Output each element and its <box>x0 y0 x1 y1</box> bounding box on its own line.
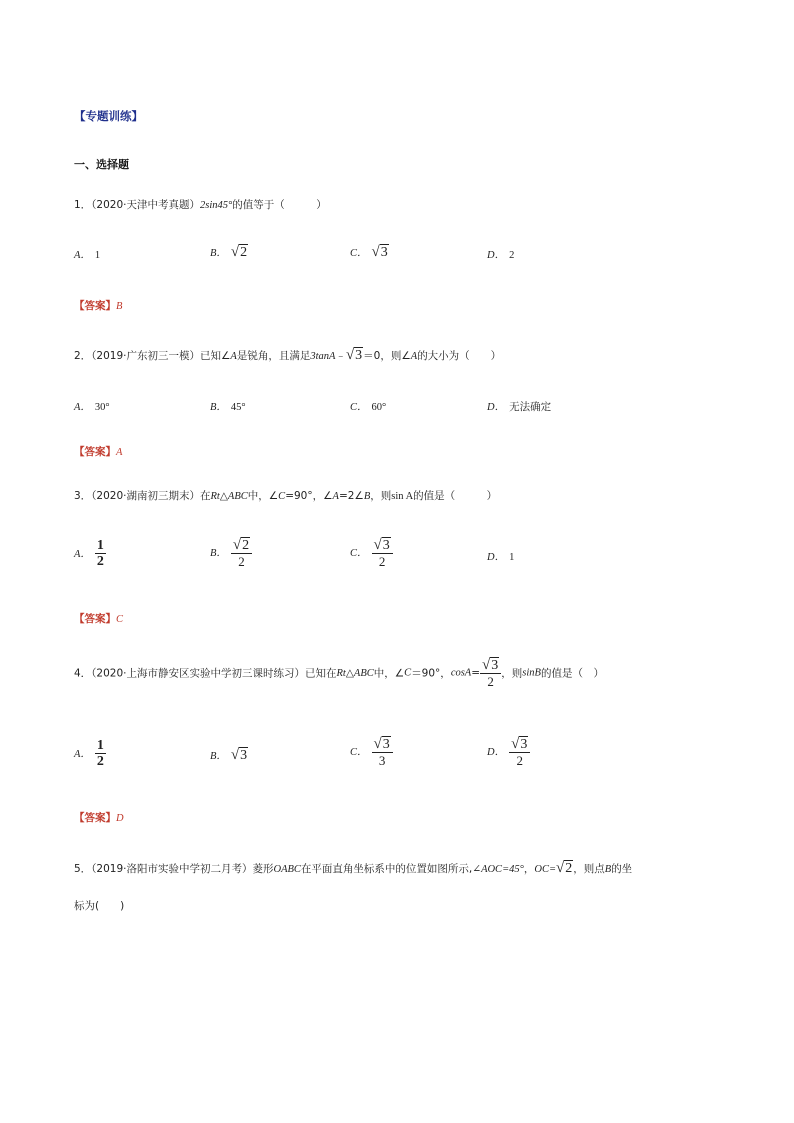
q3-a: A <box>332 491 339 502</box>
q2-option-d-value: 无法确定 <box>509 401 552 413</box>
q4-option-b <box>210 748 248 763</box>
q4-option-c <box>350 736 393 768</box>
option-letter: A． <box>74 748 91 760</box>
q3-option-a <box>74 538 106 569</box>
q2-minus: ﹣ <box>335 350 346 362</box>
option-letter: B． <box>210 548 227 559</box>
q2-var-b: A <box>410 351 418 362</box>
q4-text-e: 的值是（ ） <box>540 667 604 680</box>
q3-sin: sin A <box>391 491 414 502</box>
q5-sqrt: √2 <box>556 860 573 876</box>
q3-option-b-denominator: 2 <box>238 554 245 569</box>
q3-option-a-fraction <box>95 538 106 569</box>
q4-text-b: 中，∠ <box>373 667 405 680</box>
q4-option-d <box>487 736 530 768</box>
q3-option-c-fraction: $\frac{√3}{2}$ <box>372 537 393 569</box>
q1-option-c <box>350 245 389 260</box>
question-2 <box>74 348 501 363</box>
q5-oc: OC= <box>534 864 557 875</box>
q2-text-b: 是锐角，且满足 <box>236 350 311 362</box>
q1-expr: 2sin45° <box>200 200 233 211</box>
option-letter: C． <box>350 548 368 559</box>
answer-label: 【答案】 <box>74 446 116 458</box>
q4-sinb: sinB <box>522 667 541 679</box>
q4-text-d: ，则 <box>501 667 523 680</box>
q3-option-a-numerator: 1 <box>96 538 104 553</box>
q1-option-b <box>210 245 248 260</box>
q2-answer <box>74 444 122 459</box>
q4-option-d-radicand: 3 <box>520 737 528 752</box>
q2-text-a: 已知∠ <box>200 350 231 362</box>
q2-eq: ＝0，则∠ <box>363 350 411 362</box>
q2-label: 2． <box>74 350 92 362</box>
q1-option-b-radicand: 2 <box>240 245 248 260</box>
option-letter: D． <box>487 552 506 563</box>
q3-b: B <box>363 491 371 502</box>
option-letter: A． <box>74 548 91 560</box>
q2-option-b <box>210 399 246 414</box>
q3-c: C <box>278 491 286 502</box>
q1-option-b-sqrt: √2 <box>230 244 248 260</box>
q4-answer-value: D <box>116 813 124 824</box>
q5-text-d: ，则点 <box>573 863 605 875</box>
q4-option-a-fraction <box>95 738 106 769</box>
option-letter: D． <box>487 250 506 261</box>
q4-cos: cosA <box>450 667 472 679</box>
answer-label: 【答案】 <box>74 613 116 625</box>
q4-radicand: 3 <box>491 658 499 673</box>
q3-option-b-radicand: 2 <box>242 538 250 553</box>
q1-option-a <box>74 247 100 262</box>
option-letter: A． <box>74 250 91 261</box>
question-3 <box>74 488 497 503</box>
q4-option-b-radicand: 3 <box>240 748 248 763</box>
q3-answer <box>74 611 123 626</box>
q1-text: 的值等于（ ） <box>232 199 327 211</box>
q2-sqrt: √3 <box>345 347 363 363</box>
question-4 <box>74 657 604 689</box>
section-title: 【专题训练】 <box>74 109 143 123</box>
q1-answer-value: B <box>116 301 123 312</box>
q2-answer-value: A <box>116 447 123 458</box>
q2-var-a: A <box>230 351 237 362</box>
q5-oabc: OABC <box>273 864 301 875</box>
option-letter: C． <box>350 402 368 413</box>
q2-option-b-value: 45° <box>230 402 246 413</box>
q4-denominator: 2 <box>487 674 494 689</box>
q3-text-b: 中，∠ <box>247 490 279 502</box>
option-letter: B． <box>210 402 227 413</box>
q4-text-c: ＝90°， <box>411 667 451 680</box>
q5-text-b: 在平面直角坐标系中的位置如图所示, <box>300 863 473 875</box>
q3-triangle: Rt△ABC <box>210 491 248 502</box>
question-1 <box>74 197 327 212</box>
q1-option-d-value: 2 <box>509 250 515 261</box>
q5-label: 5． <box>74 863 92 875</box>
q4-c: C <box>404 667 412 679</box>
q2-source: （2019·广东初三一模） <box>91 350 200 362</box>
q2-option-d <box>487 399 551 414</box>
option-letter: C． <box>350 747 368 758</box>
q4-option-d-denominator: 2 <box>516 753 523 768</box>
question-5-line-2: 标为( ) <box>74 900 125 912</box>
q1-option-c-radicand: 3 <box>380 245 388 260</box>
option-letter: D． <box>487 747 506 758</box>
q3-answer-value: C <box>116 614 124 625</box>
q4-answer <box>74 810 124 825</box>
q2-option-c <box>350 399 386 414</box>
q4-source: （2020·上海市静安区实验中学初三课时练习） <box>91 667 305 680</box>
q3-option-c-denominator: 2 <box>378 554 386 569</box>
q1-source: （2020·天津中考真题） <box>91 199 200 211</box>
q5-text-c: ， <box>523 863 535 875</box>
q1-label: 1． <box>74 199 92 211</box>
q3-option-d-value: 1 <box>509 552 515 563</box>
q3-text-d: =2∠ <box>338 490 364 502</box>
q5-radicand: 2 <box>565 861 573 876</box>
q2-option-a <box>74 399 110 414</box>
q5-b: B <box>604 864 612 875</box>
q4-eq: = <box>471 667 481 679</box>
q3-option-b <box>210 537 252 569</box>
q5-source: （2019·洛阳市实验中学初二月考） <box>91 863 253 875</box>
q2-radicand: 3 <box>355 348 363 363</box>
q4-label: 4． <box>74 667 92 680</box>
answer-label: 【答案】 <box>74 812 116 824</box>
q4-option-c-radicand: 3 <box>382 737 390 752</box>
q1-option-c-sqrt: √3 <box>371 244 388 260</box>
q3-text-c: =90°，∠ <box>285 490 333 502</box>
q3-option-c <box>350 537 393 569</box>
option-letter: B． <box>210 248 227 259</box>
q4-fraction: $\frac{√3}{2}$ <box>480 657 501 689</box>
q3-text-e: ，则 <box>370 490 392 502</box>
q1-answer <box>74 298 122 313</box>
q2-expr: 3tanA <box>310 351 336 362</box>
q4-option-c-denominator: 3 <box>378 753 386 768</box>
q3-option-c-radicand: 3 <box>382 538 390 553</box>
option-letter: C． <box>350 248 368 259</box>
q5-text-e: 的坐 <box>611 863 633 875</box>
q4-triangle: Rt△ABC <box>336 668 374 679</box>
q3-text-f: 的值是（ ） <box>413 490 498 502</box>
q4-option-d-fraction: $\frac{√3}{2}$ <box>509 736 530 768</box>
q2-option-a-value: 30° <box>94 402 110 413</box>
q3-text-a: 在 <box>200 490 211 502</box>
q4-option-a <box>74 738 106 769</box>
q5-angle: ∠AOC=45° <box>472 864 524 875</box>
q2-option-c-value: 60° <box>371 402 387 413</box>
q3-label: 3． <box>74 490 92 502</box>
q3-option-b-fraction: $\frac{√2}{2}$ <box>231 537 252 569</box>
option-letter: B． <box>210 751 227 762</box>
q4-option-a-numerator: 1 <box>96 738 104 753</box>
q5-text-a: 菱形 <box>252 863 274 875</box>
option-letter: D． <box>487 402 506 413</box>
q1-option-a-value: 1 <box>94 250 101 261</box>
heading-multiple-choice: 一、选择题 <box>74 158 129 171</box>
q4-option-b-sqrt: √3 <box>230 747 248 763</box>
q4-option-a-denominator: 2 <box>96 754 104 769</box>
q3-option-d <box>487 549 514 564</box>
q3-option-a-denominator: 2 <box>96 554 104 569</box>
q4-text-a: 已知在 <box>305 667 337 680</box>
option-letter: A． <box>74 402 91 413</box>
q2-text-c: 的大小为（ ） <box>417 350 502 362</box>
q4-option-c-fraction: $\frac{√3}{3}$ <box>372 736 393 768</box>
answer-label: 【答案】 <box>74 300 116 312</box>
q3-source: （2020·湖南初三期末） <box>91 490 200 502</box>
q1-option-d <box>487 247 514 262</box>
question-5 <box>74 861 632 876</box>
